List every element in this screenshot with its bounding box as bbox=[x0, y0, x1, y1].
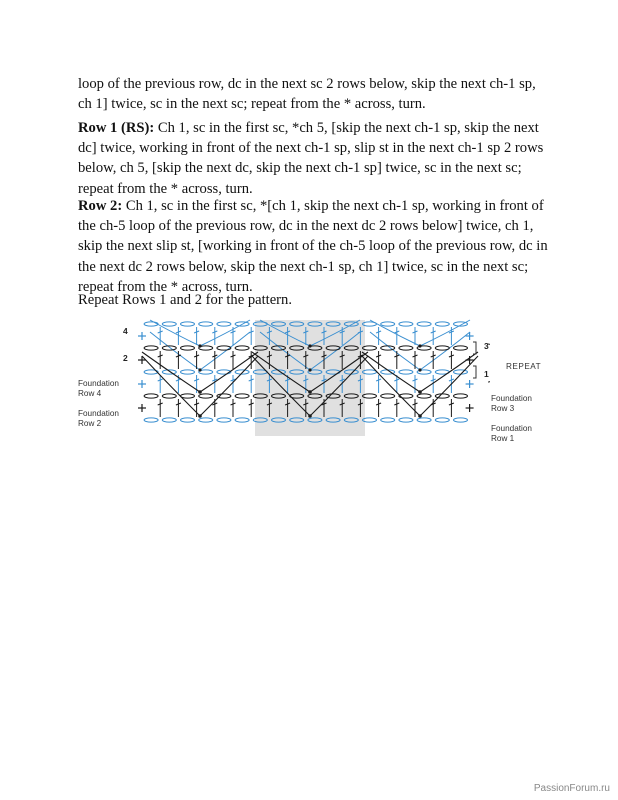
row-number-1: 1 bbox=[484, 369, 489, 379]
label-line: Foundation bbox=[78, 379, 119, 388]
chain-stitch bbox=[181, 322, 195, 326]
foundation-row-2-label bbox=[78, 409, 119, 429]
chain-stitch bbox=[399, 370, 413, 374]
chain-stitch bbox=[144, 394, 158, 398]
slip-stitch bbox=[418, 368, 421, 371]
chain-stitch bbox=[199, 346, 213, 350]
instruction-continuation bbox=[78, 74, 548, 114]
paragraph-text: Repeat Rows 1 and 2 for the pattern. bbox=[78, 292, 292, 308]
chain-stitch bbox=[235, 394, 249, 398]
chain-stitch bbox=[181, 418, 195, 422]
label-line: Row 2 bbox=[78, 419, 102, 428]
slip-stitch bbox=[198, 390, 202, 394]
chain-stitch bbox=[235, 346, 249, 350]
chain-stitch bbox=[381, 418, 395, 422]
chain-stitch bbox=[162, 322, 176, 326]
chain-stitch bbox=[399, 322, 413, 326]
chain-stitch bbox=[454, 346, 468, 350]
row-bracket bbox=[473, 366, 476, 378]
chain-stitch bbox=[417, 394, 431, 398]
slip-stitch bbox=[308, 414, 312, 418]
row-bracket bbox=[473, 342, 476, 354]
chain-stitch bbox=[399, 346, 413, 350]
slip-stitch bbox=[198, 368, 201, 371]
slip-stitch bbox=[418, 390, 422, 394]
row-number-3: 3 bbox=[484, 341, 489, 351]
label-line: Foundation bbox=[491, 424, 532, 433]
chain-stitch bbox=[181, 346, 195, 350]
chain-stitch bbox=[381, 322, 395, 326]
row-1-instruction bbox=[78, 118, 548, 199]
foundation-row-4-label bbox=[78, 379, 119, 399]
chain-stitch bbox=[199, 322, 213, 326]
chain-stitch bbox=[144, 418, 158, 422]
slip-stitch bbox=[198, 414, 202, 418]
foundation-row-1-label bbox=[491, 424, 532, 444]
chain-stitch bbox=[454, 394, 468, 398]
paragraph-text: loop of the previous row, dc in the next sc 2 rows below, skip the next ch-1 sp, ch 1] twice, sc in the next sc; repeat from the * across, turn. bbox=[78, 76, 536, 113]
label-line: Row 1 bbox=[491, 434, 515, 443]
ch5-loop bbox=[370, 332, 420, 370]
chain-stitch bbox=[181, 370, 195, 374]
chain-stitch bbox=[144, 346, 158, 350]
chain-stitch bbox=[399, 418, 413, 422]
chain-stitch bbox=[217, 418, 231, 422]
ch5-loop bbox=[150, 320, 200, 346]
crochet-stitch-diagram bbox=[130, 318, 490, 440]
row-label: Row 2: bbox=[78, 198, 123, 214]
chain-stitch bbox=[417, 346, 431, 350]
slip-stitch bbox=[308, 390, 312, 394]
label-line: Foundation bbox=[491, 394, 532, 403]
row-2-instruction bbox=[78, 196, 548, 297]
ch5-loop bbox=[420, 320, 470, 346]
chain-stitch bbox=[435, 394, 449, 398]
label-line: Foundation bbox=[78, 409, 119, 418]
ch5-loop bbox=[200, 332, 250, 370]
chain-stitch bbox=[435, 322, 449, 326]
watermark: PassionForum.ru bbox=[533, 783, 610, 794]
row-number-4: 4 bbox=[123, 326, 128, 336]
slip-stitch bbox=[418, 414, 422, 418]
chain-stitch bbox=[217, 322, 231, 326]
label-line: Row 3 bbox=[491, 404, 515, 413]
repeat-brace bbox=[488, 344, 490, 382]
row-number-2: 2 bbox=[123, 353, 128, 363]
chain-stitch bbox=[381, 394, 395, 398]
chain-stitch bbox=[417, 322, 431, 326]
chain-stitch bbox=[454, 418, 468, 422]
paragraph-text: Ch 1, sc in the first sc, *[ch 1, skip the next ch-1 sp, working in front of the ch-5 loop of the previous row, dc in the next dc 2 rows below] twice, ch 1, skip the next slip st, [working in front of the ch-5 loop of the previous row, dc in the next dc 2 rows below, skip the next ch-1 sp, ch 1] twice, sc in the next sc; repeat from the * across, turn. bbox=[78, 198, 548, 295]
slip-stitch bbox=[308, 368, 311, 371]
chain-stitch bbox=[162, 394, 176, 398]
chain-stitch bbox=[417, 418, 431, 422]
chain-stitch bbox=[162, 418, 176, 422]
chain-stitch bbox=[199, 394, 213, 398]
label-line: Row 4 bbox=[78, 389, 102, 398]
repeat-instruction bbox=[78, 290, 548, 310]
chain-stitch bbox=[199, 418, 213, 422]
chain-stitch bbox=[144, 322, 158, 326]
chain-stitch bbox=[435, 418, 449, 422]
chain-stitch bbox=[181, 394, 195, 398]
foundation-row-3-label bbox=[491, 394, 532, 414]
ch5-loop bbox=[200, 320, 250, 346]
row-label: Row 1 (RS): bbox=[78, 120, 155, 136]
chain-stitch bbox=[235, 418, 249, 422]
ch5-loop bbox=[420, 332, 470, 370]
chain-stitch bbox=[435, 346, 449, 350]
ch5-loop bbox=[150, 332, 200, 370]
chain-stitch bbox=[454, 370, 468, 374]
repeat-label: REPEAT bbox=[506, 362, 542, 371]
paragraph-text: Ch 1, sc in the first sc, *ch 5, [skip the next ch-1 sp, skip the next dc] twice, working in front of the next ch-1 sp, slip st in the next ch-1 sp 2 rows below, ch 5, [skip the next dc, skip the next ch-1 sp] twice, sc in the next sc; repeat from the * across, turn. bbox=[78, 120, 544, 197]
